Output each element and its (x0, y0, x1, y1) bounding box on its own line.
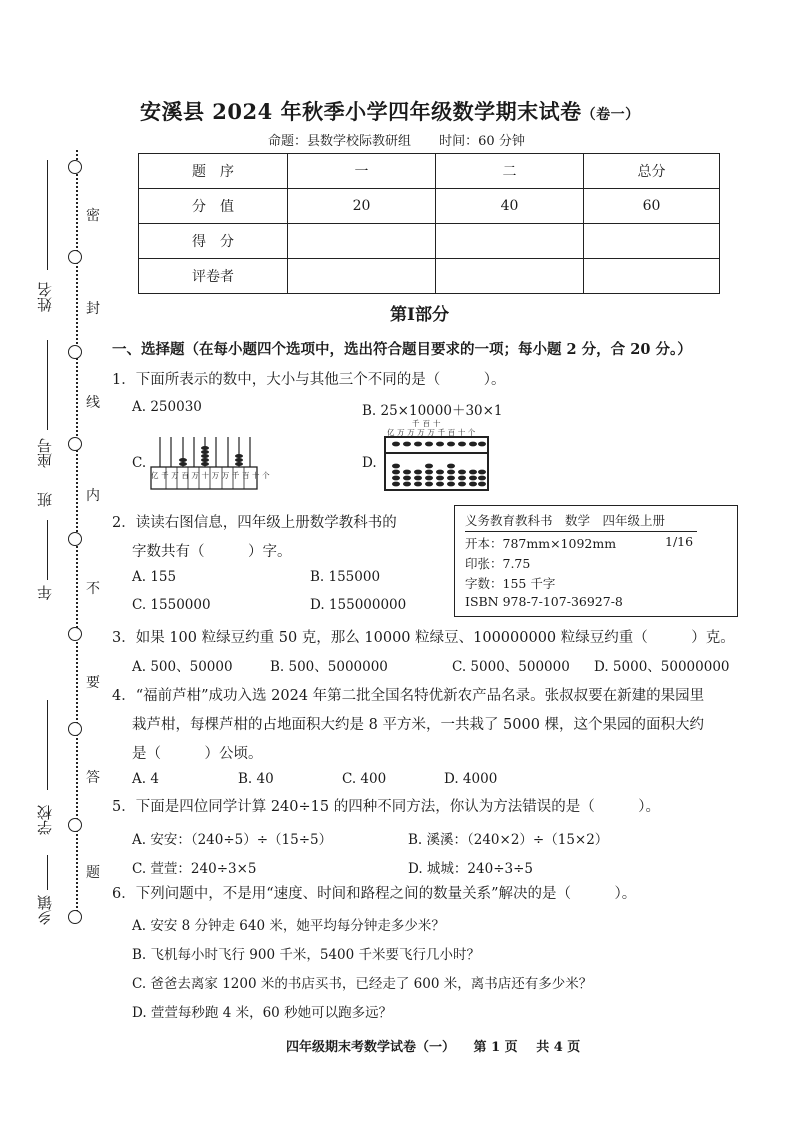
table-cell: 二 (436, 154, 584, 189)
class-label: 班 (36, 492, 54, 507)
part-title: 第Ⅰ部分 (390, 305, 449, 325)
binding-circle (68, 437, 82, 451)
score-input-cell[interactable] (436, 224, 584, 259)
question-6-stem: 6．下列问题中，不是用“速度、时间和路程之间的数量关系”解决的是（ ）。 (112, 886, 637, 902)
score-table (138, 153, 720, 294)
abacus-c-label: 万 (221, 471, 232, 480)
abacus-d-top-labels: 千百十 (412, 419, 444, 428)
seal-char: 线 (86, 395, 100, 411)
seal-char: 不 (86, 581, 100, 597)
q4-option-d[interactable]: D. 4000 (444, 771, 498, 787)
question-4-stem-line1: 4．“福前芦柑”成功入选 2024 年第二批全国名特优新农产品名录。张叔叔要在新建的果园里 (112, 688, 705, 704)
seal-char: 要 (86, 675, 100, 691)
q2-option-c[interactable]: C. 1550000 (132, 597, 211, 613)
abacus-c-labels (151, 470, 273, 481)
grader-input-cell[interactable] (584, 259, 720, 294)
grade-blank-line (47, 520, 48, 580)
footer-total-pages: 共 4 页 (536, 1040, 581, 1055)
abacus-d (384, 436, 490, 492)
seal-char: 题 (86, 865, 100, 881)
binding-circle (68, 910, 82, 924)
name-blank-line (47, 160, 48, 270)
grade-label: 年 (36, 585, 54, 600)
school-blank-line (47, 700, 48, 790)
table-row (139, 189, 720, 224)
table-cell: 评卷者 (139, 259, 288, 294)
table-cell: 40 (436, 189, 584, 224)
q6-option-b[interactable]: B. 飞机每小时飞行 900 千米，5400 千米要飞行几小时？ (132, 947, 481, 963)
footer-paper-name: 四年级期末考数学试卷（一） (286, 1040, 456, 1055)
score-input-cell[interactable] (288, 224, 436, 259)
table-row (139, 154, 720, 189)
binding-circle (68, 160, 82, 174)
school-label: 学校 (36, 805, 54, 835)
binding-circle (68, 627, 82, 641)
exam-meta (268, 130, 549, 149)
table-cell: 分 值 (139, 189, 288, 224)
seat-label: 座号 (36, 438, 54, 468)
info-fold: 1/16 (665, 534, 694, 549)
page-title (140, 96, 740, 126)
q3-option-a[interactable]: A. 500、50000 (132, 659, 233, 675)
q4-option-b[interactable]: B. 40 (238, 771, 274, 787)
question-5-stem: 5．下面是四位同学计算 240÷15 的四种不同方法，你认为方法错误的是（ ）。 (112, 799, 660, 815)
binding-circle (68, 345, 82, 359)
q2-option-d[interactable]: D. 155000000 (310, 597, 407, 613)
abacus-c-label: 百万 (181, 471, 202, 480)
question-3-stem: 3．如果 100 粒绿豆约重 50 克，那么 10000 粒绿豆、100000000 粒绿豆约重（ ）克。 (112, 630, 735, 646)
binding-circle (68, 250, 82, 264)
grader-input-cell[interactable] (288, 259, 436, 294)
question-1-stem: 1．下面所表示的数中，大小与其他三个不同的是（ ）。 (112, 372, 506, 388)
q3-option-b[interactable]: B. 500、5000000 (270, 659, 388, 675)
info-isbn: ISBN 978-7-107-36927-8 (465, 594, 623, 609)
q6-option-c[interactable]: C. 爸爸去离家 1200 米的书店买书，已经走了 600 米，离书店还有多少米？ (132, 976, 593, 992)
info-words: 字数：155 千字 (465, 576, 556, 591)
abacus-c-label: 十 (252, 471, 263, 480)
seal-char: 密 (86, 208, 100, 224)
table-cell: 一 (288, 154, 436, 189)
abacus-c-label: 个 (262, 471, 273, 480)
seal-char: 封 (86, 301, 100, 317)
section-heading: 一、选择题（在每小题四个选项中，选出符合题目要求的一项；每小题 2 分，合 20 分。） (112, 341, 692, 358)
info-header: 义务教育教科书 数学 四年级上册 (465, 511, 697, 532)
q6-option-d[interactable]: D. 萱萱每秒跑 4 米，60 秒她可以跑多远？ (132, 1005, 393, 1021)
name-label: 姓名 (36, 282, 54, 312)
q1-option-d[interactable]: D. (362, 455, 377, 471)
textbook-info-box (454, 505, 738, 617)
town-label: 乡镇 (36, 895, 54, 925)
score-input-cell[interactable] (584, 224, 720, 259)
table-row (139, 259, 720, 294)
table-cell: 得 分 (139, 224, 288, 259)
q1-option-a[interactable]: A. 250030 (132, 399, 202, 415)
table-cell: 题 序 (139, 154, 288, 189)
q5-option-d[interactable]: D. 城城：240÷3÷5 (408, 861, 533, 877)
question-4-stem-line3: 是（ ）公顷。 (132, 746, 263, 762)
seat-blank-line (47, 340, 48, 430)
q5-option-b[interactable]: B. 溪溪：（240×2）÷（15×2） (408, 832, 609, 848)
question-2-stem-line1: 2．读读右图信息，四年级上册数学教科书的 (112, 515, 397, 531)
table-row (139, 224, 720, 259)
q5-option-a[interactable]: A. 安安：（240÷5）÷（15÷5） (132, 832, 333, 848)
abacus-c-label: 千万 (161, 471, 182, 480)
binding-circle (68, 722, 82, 736)
time-text: 时间：60 分钟 (439, 134, 525, 149)
q1-option-b[interactable]: B. 25×10000＋30×1 (362, 403, 503, 419)
abacus-c-label: 百 (241, 471, 253, 480)
abacus-c-label: 亿 (151, 471, 162, 480)
q1-option-c[interactable]: C. (132, 455, 147, 471)
grader-input-cell[interactable] (436, 259, 584, 294)
town-blank-line (47, 855, 48, 890)
title-suffix: （卷一） (581, 107, 640, 123)
q4-option-a[interactable]: A. 4 (132, 771, 159, 787)
binding-circle (68, 818, 82, 832)
abacus-c-label: 千 (231, 471, 242, 480)
q2-option-a[interactable]: A. 155 (132, 569, 177, 585)
q3-option-d[interactable]: D. 5000、50000000 (594, 659, 730, 675)
info-sheets: 印张：7.75 (465, 556, 531, 571)
footer-page-number: 第 1 页 (473, 1040, 518, 1055)
question-4-stem-line2: 栽芦柑，每棵芦柑的占地面积大约是 8 平方米，一共栽了 5000 棵，这个果园的面积大约 (132, 717, 705, 733)
table-cell: 20 (288, 189, 436, 224)
author-text: 命题：县数学校际教研组 (268, 134, 412, 149)
q2-option-b[interactable]: B. 155000 (310, 569, 381, 585)
seal-char: 答 (86, 770, 100, 786)
q6-option-a[interactable]: A. 安安 8 分钟走 640 米，她平均每分钟走多少米？ (132, 918, 445, 934)
q4-option-c[interactable]: C. 400 (342, 771, 387, 787)
seal-char: 内 (86, 488, 100, 504)
q3-option-c[interactable]: C. 5000、500000 (452, 659, 570, 675)
abacus-c (150, 433, 263, 493)
info-format: 开本：787mm×1092mm (465, 536, 617, 551)
q5-option-c[interactable]: C. 萱萱：240÷3×5 (132, 861, 257, 877)
abacus-c-label: 十万 (201, 471, 222, 480)
page-footer (286, 1036, 594, 1055)
abacus-d-labels: 亿万万万万千百十个 (387, 428, 478, 437)
table-cell: 总分 (584, 154, 720, 189)
question-2-stem-line2: 字数共有（ ）字。 (132, 544, 292, 560)
binding-circle (68, 532, 82, 546)
table-cell: 60 (584, 189, 720, 224)
title-text: 安溪县 2024 年秋季小学四年级数学期末试卷 (140, 99, 582, 124)
